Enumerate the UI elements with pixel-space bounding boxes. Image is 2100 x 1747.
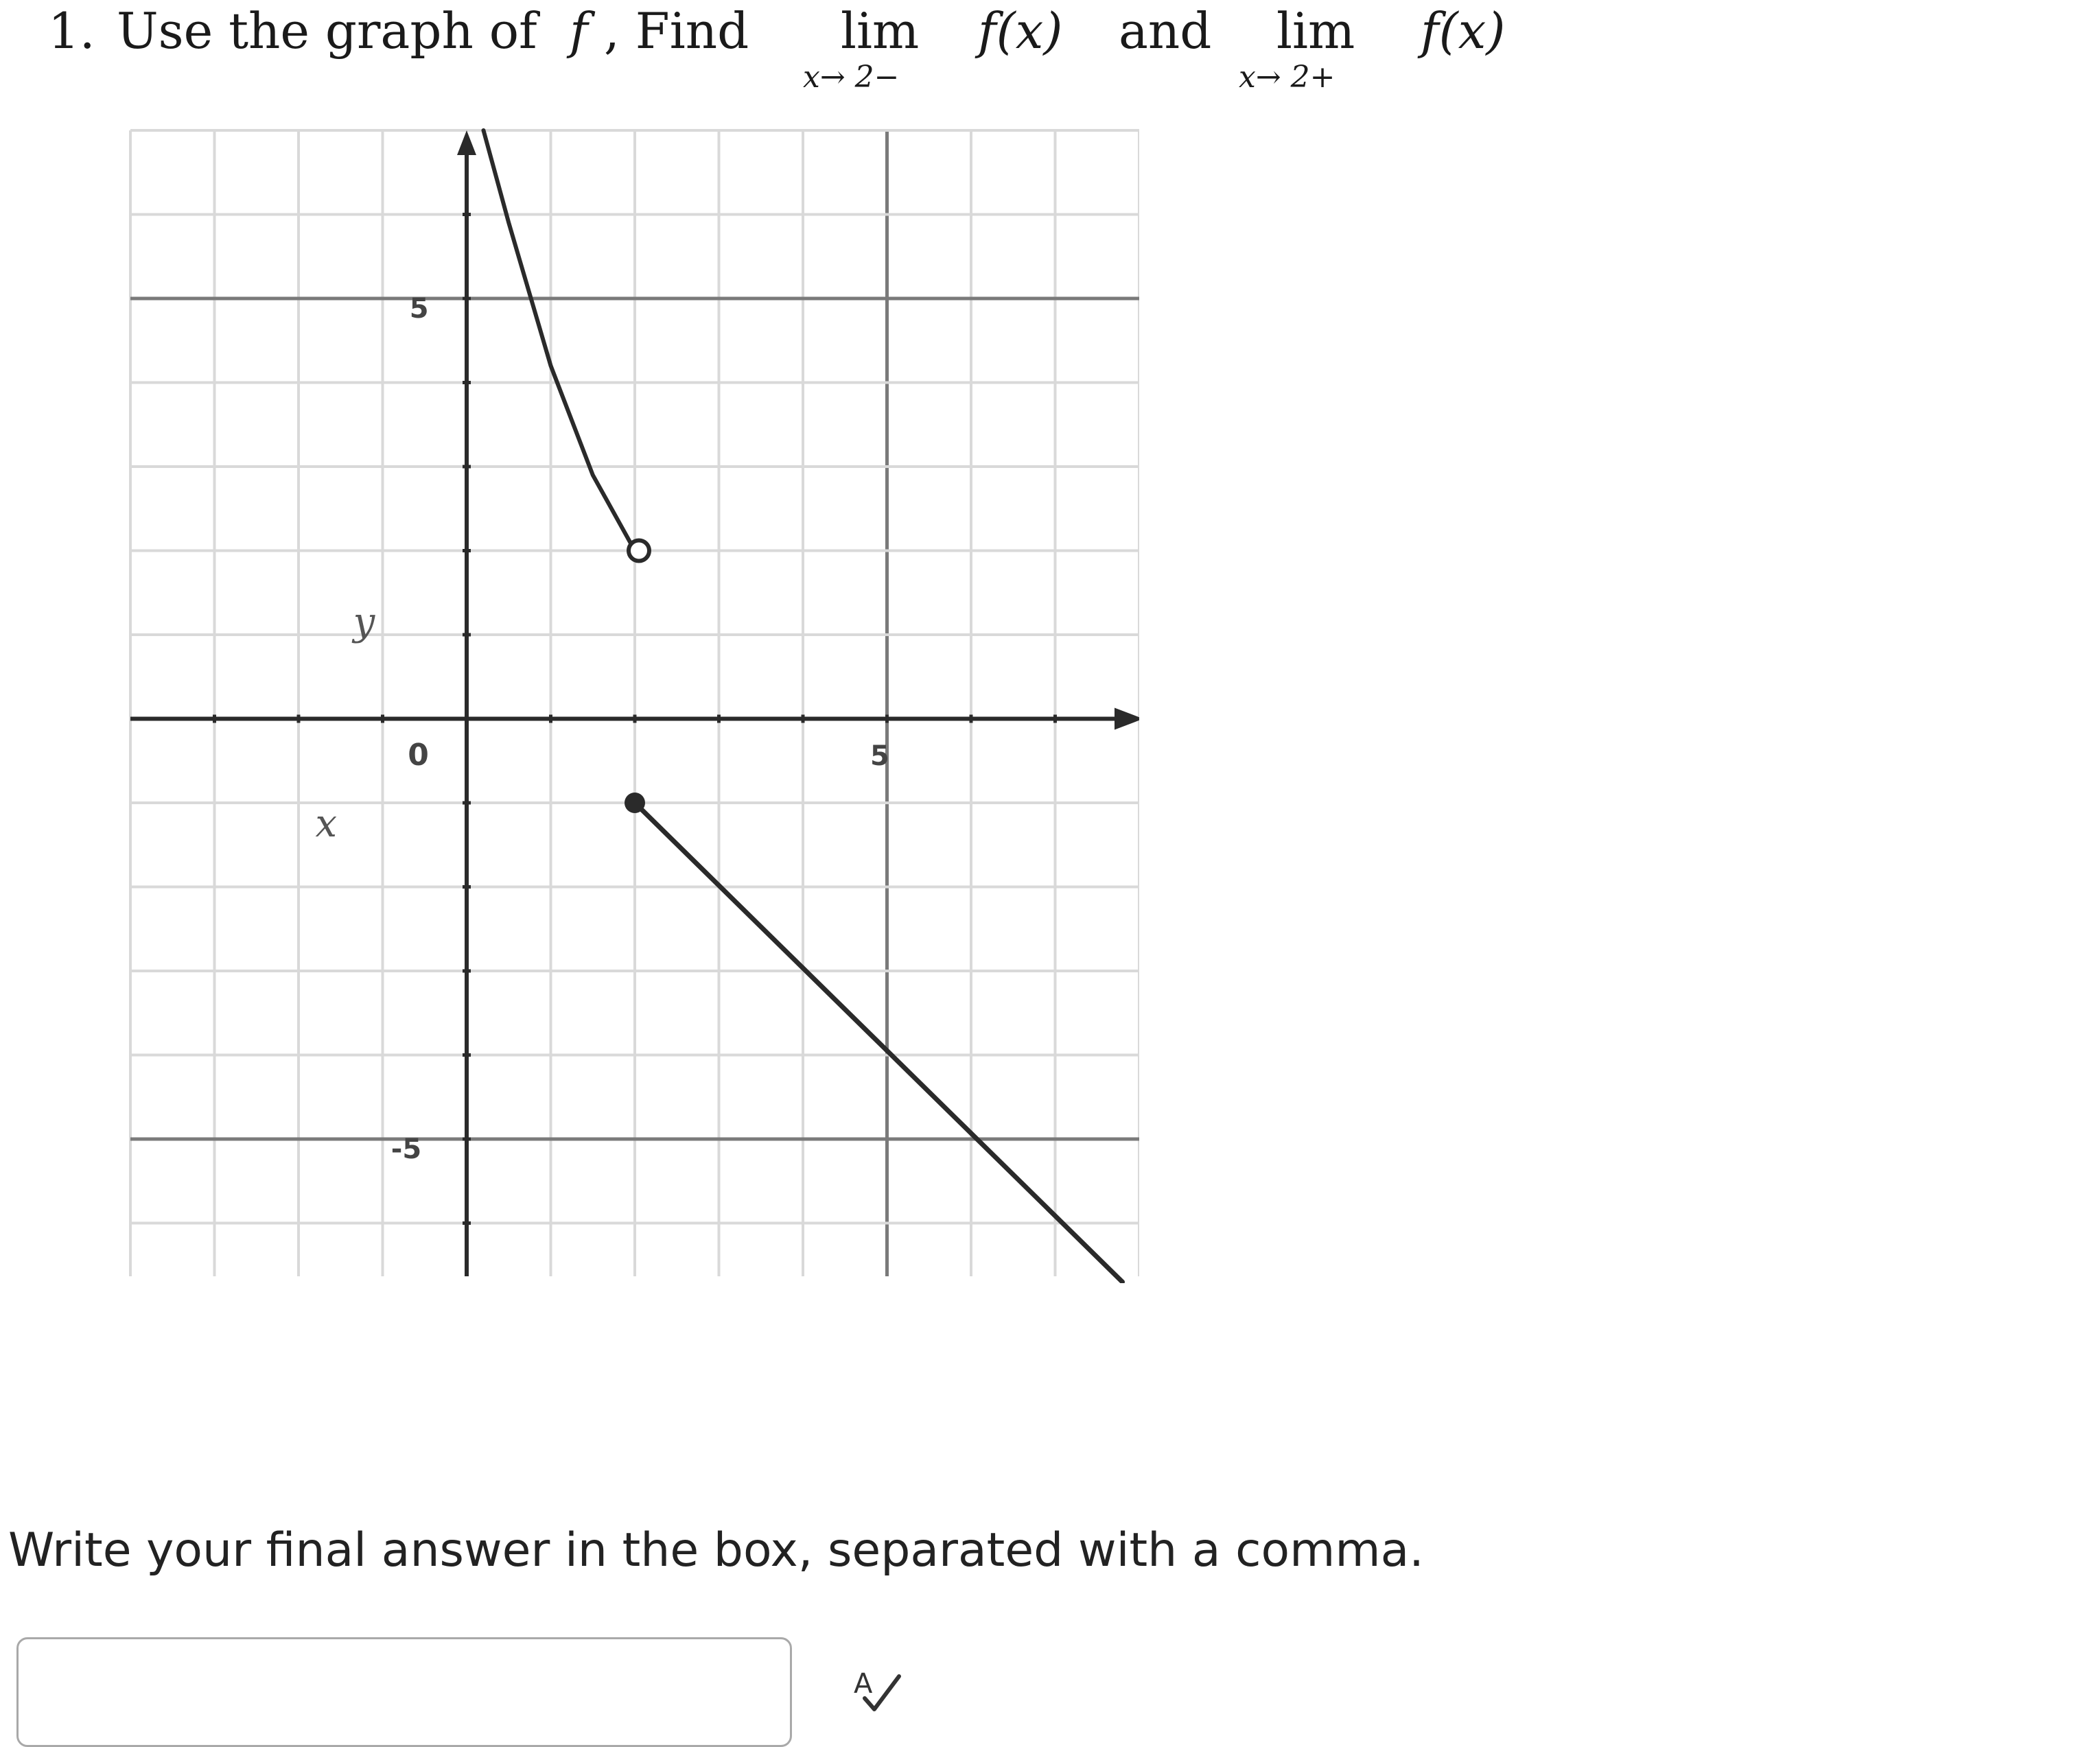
question-and: and [1119, 2, 1212, 60]
spell-check-icon-svg [851, 1664, 906, 1719]
open-point [629, 541, 649, 561]
x-axis-label: x [315, 801, 338, 846]
line-right-branch [635, 803, 1123, 1282]
x-tick-label-5: 5 [870, 740, 889, 772]
grid [130, 130, 1139, 1276]
y-axis-label: y [353, 600, 375, 644]
instruction-text: Write your final answer in the box, separated with a comma. [8, 1523, 1424, 1578]
question-prefix: Use the graph of [117, 2, 537, 60]
origin-label: 0 [408, 737, 429, 773]
limit-left-word: lim [841, 2, 920, 60]
limit-right-fx: f(x) [1421, 2, 1506, 60]
question-text [48, 0, 1558, 103]
svg-text:A: A [854, 1668, 873, 1700]
spell-check-icon[interactable] [851, 1664, 906, 1719]
question-find: , Find [604, 2, 749, 60]
points [625, 541, 649, 814]
limit-right-subscript: x→ 2+ [1239, 60, 1335, 95]
function-graph [124, 124, 1139, 1283]
limit-left-subscript: x→ 2− [803, 60, 900, 95]
graph-svg [124, 124, 1139, 1283]
curve-left-branch [484, 130, 635, 551]
y-axis-arrow [457, 130, 476, 155]
limit-left-fx: f(x) [978, 2, 1063, 60]
y-tick-label-5: 5 [409, 293, 429, 325]
question-number: 1. [48, 2, 95, 60]
y-tick-label-neg5: -5 [390, 1134, 422, 1165]
answer-input[interactable] [16, 1637, 792, 1747]
closed-point [625, 793, 645, 813]
question-func: f [570, 2, 588, 60]
x-axis-arrow [1115, 708, 1139, 730]
limit-right-word: lim [1276, 2, 1355, 60]
